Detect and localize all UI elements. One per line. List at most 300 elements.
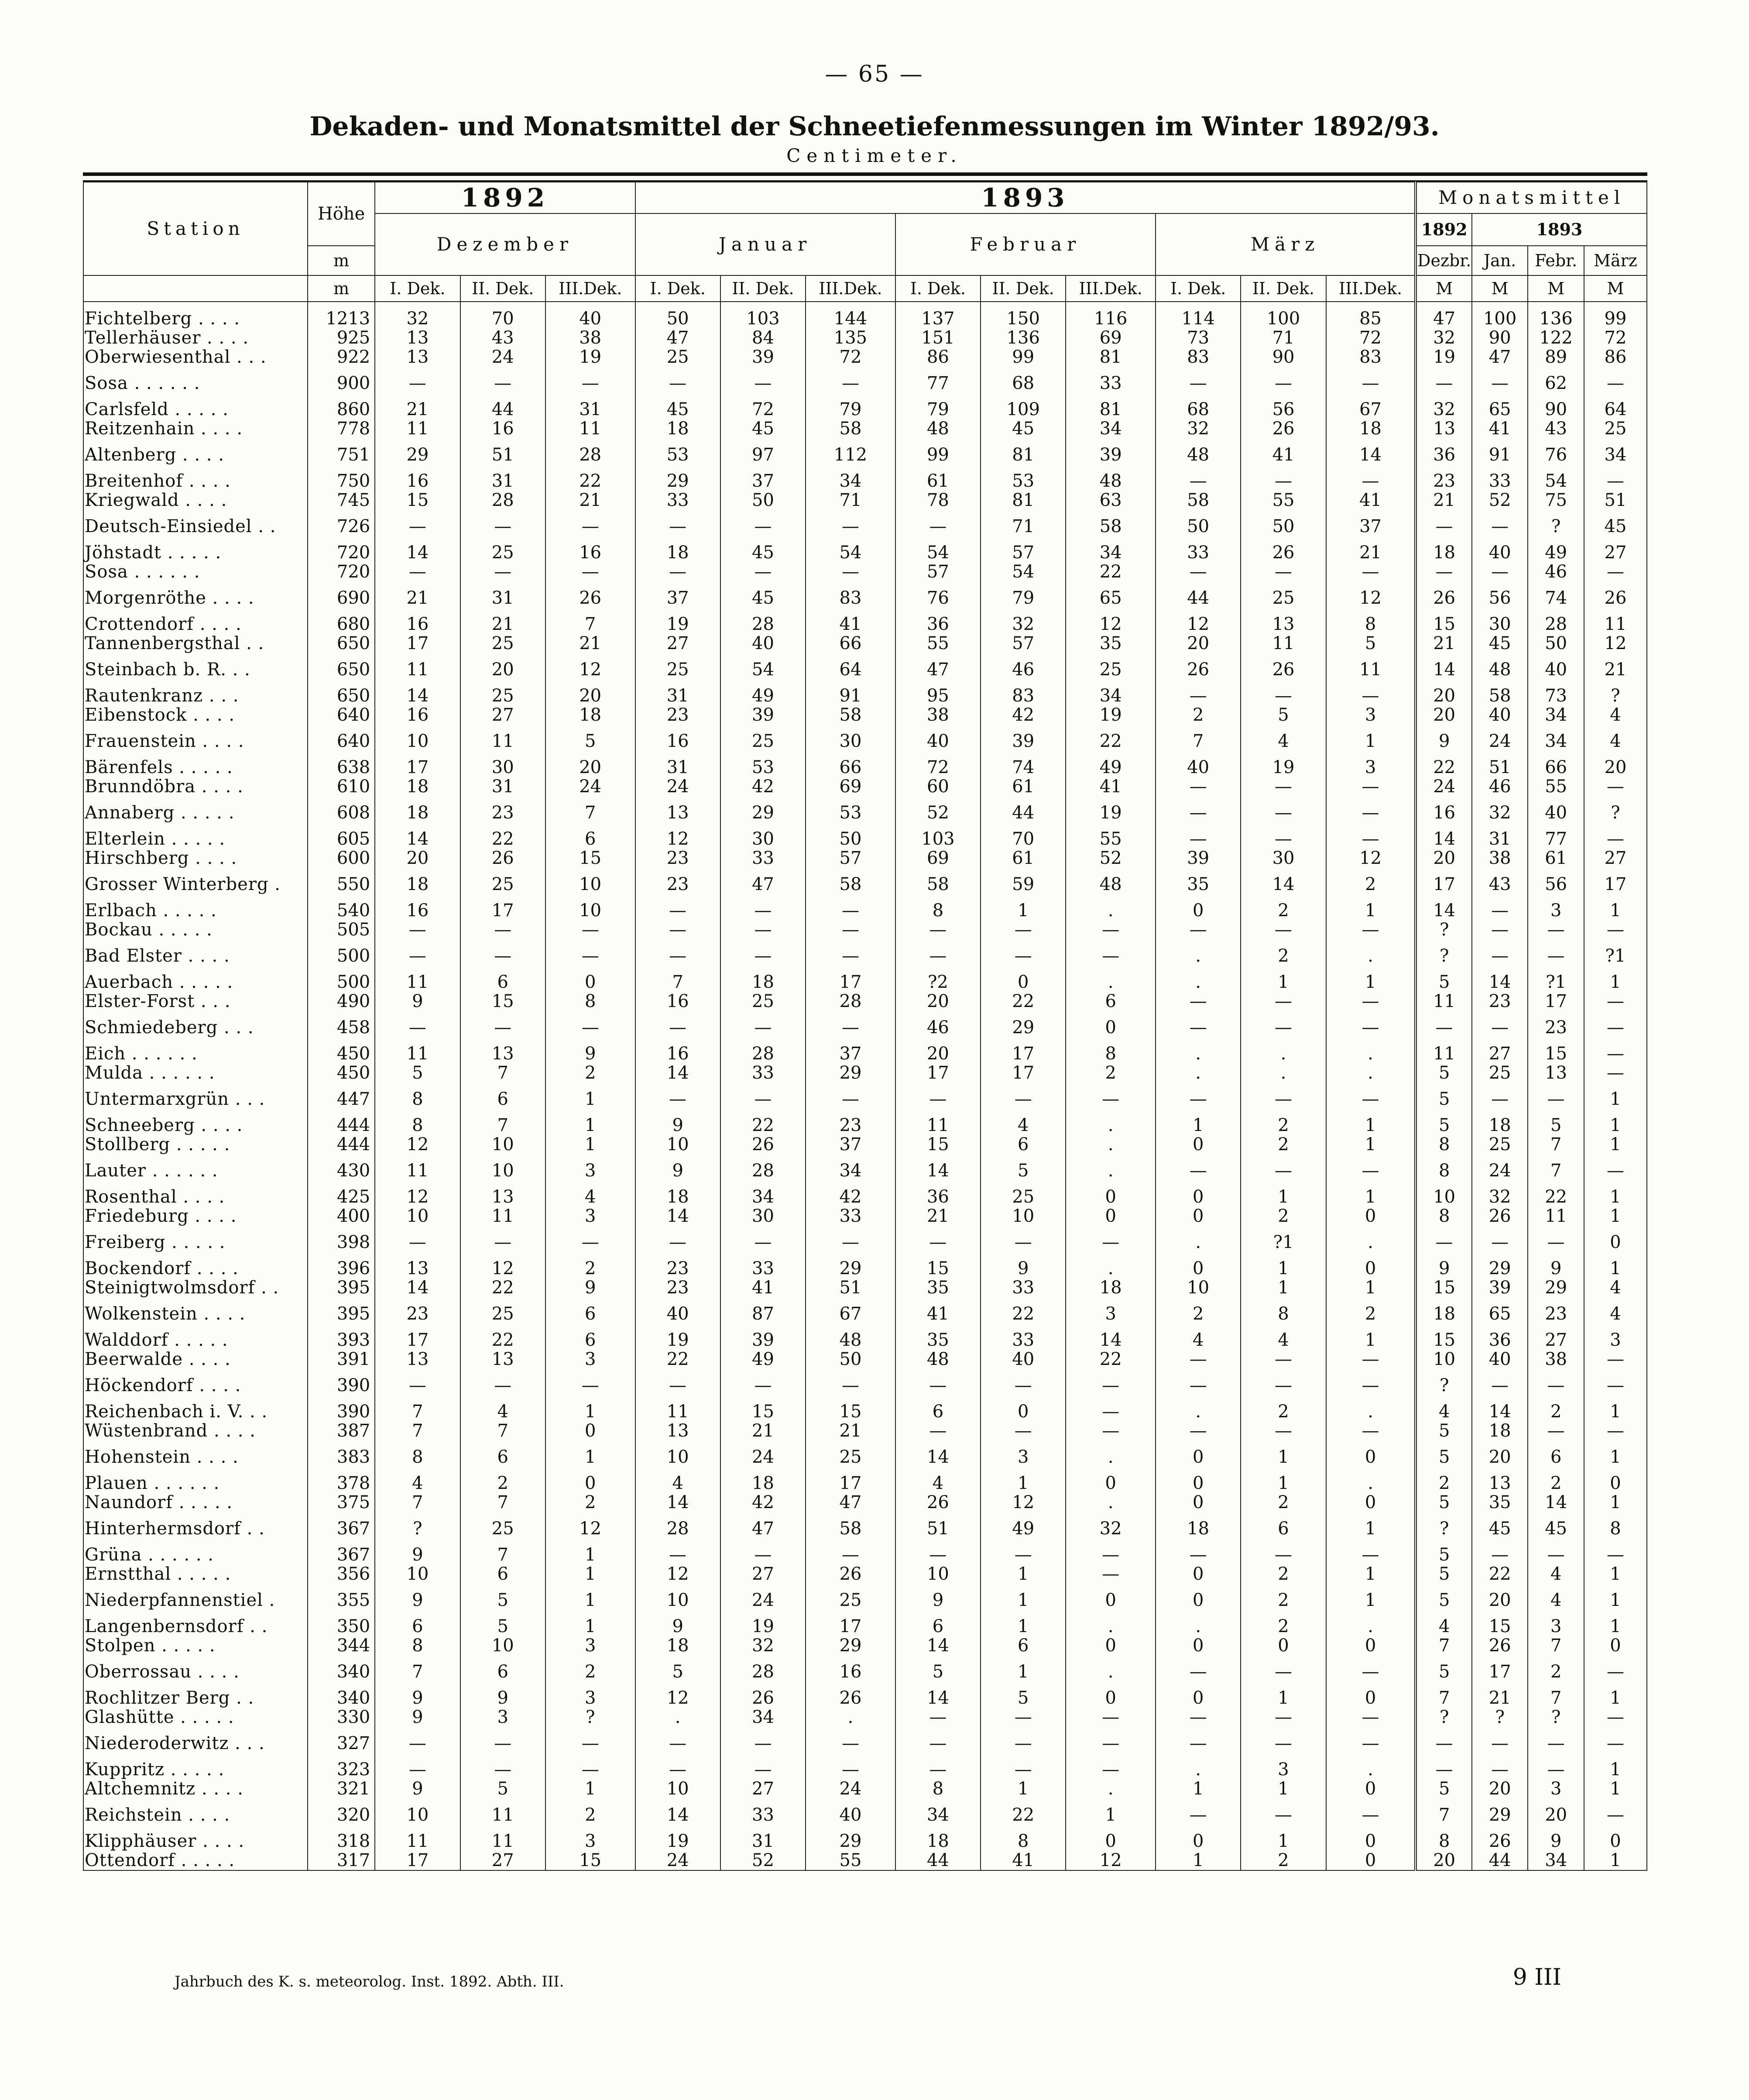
table-row — [83, 1063, 1647, 1083]
value-cell: 26 — [1156, 653, 1241, 686]
value-cell: 6 — [1066, 992, 1156, 1011]
value-cell: 34 — [1066, 686, 1156, 705]
value-cell: 1 — [1584, 1564, 1647, 1584]
station-name: Morgenröthe . . . . — [83, 581, 308, 615]
value-cell: 20 — [1528, 1798, 1584, 1832]
value-cell: — — [375, 367, 460, 400]
station-height: 393 — [308, 1330, 375, 1350]
value-cell: 81 — [1066, 347, 1156, 367]
value-cell: 34 — [720, 1708, 806, 1727]
value-cell: 7 — [460, 1421, 545, 1440]
value-cell: 28 — [720, 1655, 806, 1688]
value-cell: 24 — [460, 347, 545, 367]
value-cell: 55 — [1528, 777, 1584, 796]
value-cell: 10 — [635, 1135, 720, 1154]
value-cell: 4 — [981, 1116, 1066, 1135]
value-cell: 91 — [806, 686, 895, 705]
value-cell: 15 — [806, 1402, 895, 1421]
value-cell: 13 — [375, 347, 460, 367]
value-cell: 3 — [1326, 705, 1416, 725]
value-cell: 0 — [1156, 1493, 1241, 1512]
station-name: Rosenthal . . . . — [83, 1187, 308, 1206]
value-cell: 15 — [545, 1851, 635, 1870]
value-cell: 65 — [1472, 1297, 1528, 1330]
value-cell: 50 — [635, 302, 720, 328]
value-cell: ? — [1528, 510, 1584, 543]
table-row — [83, 1369, 1647, 1402]
value-cell: 70 — [981, 829, 1066, 849]
value-cell: 20 — [1416, 705, 1472, 725]
table-row — [83, 328, 1647, 347]
value-cell: 26 — [1241, 653, 1326, 686]
value-cell: — — [720, 367, 806, 400]
value-cell: — — [1156, 562, 1241, 581]
value-cell: 17 — [1472, 1655, 1528, 1688]
value-cell: 15 — [1472, 1617, 1528, 1636]
value-cell: 28 — [720, 1044, 806, 1063]
value-cell: 52 — [720, 1851, 806, 1870]
value-cell: 9 — [1528, 1832, 1584, 1851]
value-cell: 11 — [375, 973, 460, 992]
value-cell: 86 — [1584, 347, 1647, 367]
table-row — [83, 1798, 1647, 1832]
value-cell: 0 — [1584, 1474, 1647, 1493]
value-cell: 71 — [806, 491, 895, 510]
station-name: Rautenkranz . . . — [83, 686, 308, 705]
value-cell: 32 — [375, 302, 460, 328]
value-cell: 1 — [1584, 1116, 1647, 1135]
station-name: Altchemnitz . . . . — [83, 1779, 308, 1798]
value-cell: 72 — [1584, 328, 1647, 347]
value-cell: 10 — [545, 901, 635, 920]
value-cell: 54 — [806, 543, 895, 562]
value-cell: 2 — [1156, 1297, 1241, 1330]
value-cell: 20 — [895, 992, 981, 1011]
value-cell: . — [1326, 1402, 1416, 1421]
value-cell: 40 — [981, 1350, 1066, 1369]
station-height: 391 — [308, 1350, 375, 1369]
value-cell: 68 — [981, 367, 1066, 400]
value-cell: 54 — [720, 653, 806, 686]
value-cell: 12 — [1326, 581, 1416, 615]
value-cell: 5 — [895, 1655, 981, 1688]
value-cell: 49 — [1066, 758, 1156, 777]
value-cell: 10 — [635, 1779, 720, 1798]
value-cell: 40 — [1528, 796, 1584, 829]
value-cell: — — [1584, 1154, 1647, 1187]
value-cell: — — [1241, 686, 1326, 705]
value-cell: . — [1156, 1063, 1241, 1083]
value-cell: — — [1528, 1369, 1584, 1402]
value-cell: — — [545, 1369, 635, 1402]
value-cell: 8 — [1416, 1135, 1472, 1154]
value-cell: 4 — [895, 1474, 981, 1493]
value-cell: 22 — [981, 1798, 1066, 1832]
dek-header: II. Dek. — [460, 275, 545, 302]
station-height: 1213 — [308, 302, 375, 328]
value-cell: ?1 — [1584, 939, 1647, 973]
value-cell: — — [895, 939, 981, 973]
value-cell: 1 — [545, 1135, 635, 1154]
value-cell: 57 — [895, 562, 981, 581]
value-cell: 0 — [1326, 1493, 1416, 1512]
value-cell: 151 — [895, 328, 981, 347]
value-cell: — — [1416, 1226, 1472, 1259]
value-cell: 25 — [460, 634, 545, 653]
table-row — [83, 705, 1647, 725]
station-name: Niederpfannenstiel . — [83, 1584, 308, 1617]
value-cell: 11 — [460, 1206, 545, 1226]
value-cell: 1 — [1326, 725, 1416, 758]
value-cell: 53 — [635, 438, 720, 471]
value-cell: 43 — [1472, 868, 1528, 901]
value-cell: 14 — [895, 1440, 981, 1474]
value-cell: 11 — [545, 419, 635, 438]
value-cell: 0 — [1066, 1688, 1156, 1708]
value-cell: 23 — [460, 796, 545, 829]
value-cell: — — [1156, 1727, 1241, 1760]
value-cell: 3 — [460, 1708, 545, 1727]
value-cell: 27 — [720, 1564, 806, 1584]
table-row — [83, 901, 1647, 920]
station-height: 340 — [308, 1688, 375, 1708]
value-cell: 2 — [1241, 1564, 1326, 1584]
value-cell: — — [1066, 1727, 1156, 1760]
value-cell: 4 — [1528, 1584, 1584, 1617]
value-cell: — — [545, 939, 635, 973]
value-cell: 14 — [375, 1278, 460, 1297]
value-cell: 1 — [1326, 1564, 1416, 1584]
value-cell: 50 — [806, 1350, 895, 1369]
value-cell: . — [1326, 1760, 1416, 1779]
value-cell: — — [1584, 1369, 1647, 1402]
dek-header: II. Dek. — [981, 275, 1066, 302]
dek-header: III.Dek. — [1066, 275, 1156, 302]
station-height: 320 — [308, 1798, 375, 1832]
value-cell: 22 — [1416, 758, 1472, 777]
value-cell: 90 — [1472, 328, 1528, 347]
value-cell: 48 — [895, 419, 981, 438]
value-cell: 1 — [1584, 1760, 1647, 1779]
value-cell: — — [545, 920, 635, 939]
value-cell: 33 — [720, 1798, 806, 1832]
value-cell: 1 — [1584, 1083, 1647, 1116]
value-cell: — — [720, 1226, 806, 1259]
value-cell: — — [1416, 1760, 1472, 1779]
value-cell: 10 — [545, 868, 635, 901]
value-cell: 51 — [895, 1512, 981, 1545]
table-row — [83, 1584, 1647, 1617]
value-cell: 36 — [1472, 1330, 1528, 1350]
value-cell: 13 — [1416, 419, 1472, 438]
value-cell: — — [1584, 1727, 1647, 1760]
value-cell: 2 — [1241, 939, 1326, 973]
value-cell: 65 — [1472, 400, 1528, 419]
value-cell: — — [1066, 1402, 1156, 1421]
value-cell: — — [1416, 367, 1472, 400]
value-cell: 29 — [981, 1011, 1066, 1044]
value-cell: — — [545, 510, 635, 543]
value-cell: 34 — [720, 1187, 806, 1206]
value-cell: 37 — [720, 471, 806, 491]
value-cell: 39 — [720, 705, 806, 725]
value-cell: — — [1528, 939, 1584, 973]
station-height: 396 — [308, 1259, 375, 1278]
value-cell: 18 — [720, 973, 806, 992]
value-cell: 44 — [895, 1851, 981, 1870]
value-cell: 5 — [460, 1617, 545, 1636]
value-cell: 144 — [806, 302, 895, 328]
value-cell: 33 — [635, 491, 720, 510]
value-cell: 137 — [895, 302, 981, 328]
value-cell: — — [1066, 1369, 1156, 1402]
value-cell: 38 — [1528, 1350, 1584, 1369]
dek-header: I. Dek. — [635, 275, 720, 302]
value-cell: 15 — [720, 1402, 806, 1421]
table-row — [83, 1154, 1647, 1187]
value-cell: — — [981, 1708, 1066, 1727]
value-cell: 58 — [806, 419, 895, 438]
value-cell: 29 — [1528, 1278, 1584, 1297]
value-cell: 59 — [981, 868, 1066, 901]
value-cell: 6 — [545, 829, 635, 849]
value-cell: 18 — [375, 796, 460, 829]
value-cell: 8 — [895, 1779, 981, 1798]
value-cell: — — [1472, 367, 1528, 400]
value-cell: 11 — [460, 725, 545, 758]
value-cell: — — [1584, 1044, 1647, 1063]
station-name: Reichenbach i. V. . . — [83, 1402, 308, 1421]
value-cell: 17 — [1584, 868, 1647, 901]
table-row — [83, 725, 1647, 758]
table-row — [83, 1617, 1647, 1636]
value-cell: 18 — [375, 777, 460, 796]
value-cell: 48 — [1066, 868, 1156, 901]
value-cell: — — [806, 367, 895, 400]
value-cell: 5 — [1416, 1779, 1472, 1798]
station-height: 751 — [308, 438, 375, 471]
value-cell: 22 — [1528, 1187, 1584, 1206]
station-name: Schneeberg . . . . — [83, 1116, 308, 1135]
value-cell: 24 — [635, 1851, 720, 1870]
value-cell: 15 — [1416, 1330, 1472, 1350]
value-cell: 0 — [545, 973, 635, 992]
table-row — [83, 1350, 1647, 1369]
table-row — [83, 543, 1647, 562]
table-row — [83, 1044, 1647, 1063]
value-cell: 15 — [1528, 1044, 1584, 1063]
value-cell: 13 — [460, 1187, 545, 1206]
value-cell: — — [806, 920, 895, 939]
dek-header: III.Dek. — [545, 275, 635, 302]
value-cell: — — [1416, 1727, 1472, 1760]
value-cell: 35 — [895, 1278, 981, 1297]
value-cell: 17 — [375, 758, 460, 777]
value-cell: — — [1528, 1421, 1584, 1440]
value-cell: 14 — [895, 1688, 981, 1708]
value-cell: 7 — [375, 1493, 460, 1512]
station-name: Plauen . . . . . . — [83, 1474, 308, 1493]
value-cell: 7 — [460, 1545, 545, 1564]
value-cell: 12 — [1156, 615, 1241, 634]
value-cell: — — [1156, 1655, 1241, 1688]
value-cell: — — [1156, 777, 1241, 796]
value-cell: — — [460, 939, 545, 973]
value-cell: 10 — [981, 1206, 1066, 1226]
value-cell: 17 — [375, 1851, 460, 1870]
value-cell: 21 — [1326, 543, 1416, 562]
value-cell: 5 — [1416, 1063, 1472, 1083]
value-cell: — — [635, 1226, 720, 1259]
value-cell: 2 — [545, 1798, 635, 1832]
value-cell: 25 — [460, 543, 545, 562]
station-name: Schmiedeberg . . . — [83, 1011, 308, 1044]
value-cell: 9 — [895, 1584, 981, 1617]
value-cell: 36 — [895, 1187, 981, 1206]
value-cell: 6 — [981, 1636, 1066, 1655]
station-name: Deutsch-Einsiedel . . — [83, 510, 308, 543]
value-cell: 46 — [1528, 562, 1584, 581]
value-cell: 25 — [460, 1512, 545, 1545]
value-cell: 14 — [375, 829, 460, 849]
value-cell: 24 — [720, 1584, 806, 1617]
station-height: 490 — [308, 992, 375, 1011]
value-cell: — — [1472, 1083, 1528, 1116]
value-cell: 56 — [1472, 581, 1528, 615]
value-cell: 31 — [635, 686, 720, 705]
value-cell: — — [1066, 920, 1156, 939]
value-cell: 11 — [375, 653, 460, 686]
value-cell: 5 — [1416, 1545, 1472, 1564]
value-cell: 22 — [720, 1116, 806, 1135]
value-cell: 21 — [895, 1206, 981, 1226]
table-row — [83, 1851, 1647, 1870]
value-cell: 8 — [375, 1116, 460, 1135]
station-name: Hinterhermsdorf . . — [83, 1512, 308, 1545]
value-cell: 79 — [806, 400, 895, 419]
value-cell: 14 — [1066, 1330, 1156, 1350]
value-cell: 49 — [720, 1350, 806, 1369]
value-cell: 40 — [1156, 758, 1241, 777]
value-cell: — — [806, 939, 895, 973]
value-cell: 21 — [545, 491, 635, 510]
mm-dezbr-header: Dezbr. — [1416, 246, 1472, 275]
value-cell: — — [375, 1369, 460, 1402]
value-cell: 7 — [635, 973, 720, 992]
value-cell: — — [1326, 992, 1416, 1011]
station-height: 344 — [308, 1636, 375, 1655]
value-cell: — — [375, 562, 460, 581]
value-cell: 1 — [545, 1116, 635, 1135]
value-cell: 77 — [1528, 829, 1584, 849]
value-cell: — — [806, 1226, 895, 1259]
value-cell: 10 — [1416, 1350, 1472, 1369]
value-cell: 2 — [545, 1493, 635, 1512]
value-cell: 3 — [1584, 1330, 1647, 1350]
value-cell: — — [1156, 796, 1241, 829]
station-name: Niederoderwitz . . . — [83, 1727, 308, 1760]
value-cell: — — [1241, 1011, 1326, 1044]
value-cell: 2 — [1241, 1116, 1326, 1135]
value-cell: 31 — [545, 400, 635, 419]
value-cell: 31 — [635, 758, 720, 777]
station-name: Walddorf . . . . . — [83, 1330, 308, 1350]
value-cell: 51 — [460, 438, 545, 471]
value-cell: — — [460, 367, 545, 400]
value-cell: 67 — [806, 1297, 895, 1330]
value-cell: — — [375, 1727, 460, 1760]
value-cell: 4 — [1241, 1330, 1326, 1350]
value-cell: 19 — [1241, 758, 1326, 777]
table-row — [83, 1187, 1647, 1206]
value-cell: — — [1584, 1708, 1647, 1727]
value-cell: 0 — [1156, 1832, 1241, 1851]
value-cell: 17 — [895, 1063, 981, 1083]
value-cell: 37 — [806, 1044, 895, 1063]
value-cell: 9 — [375, 1545, 460, 1564]
value-cell: — — [1326, 1083, 1416, 1116]
station-name: Steinigtwolmsdorf . . — [83, 1278, 308, 1297]
value-cell: 122 — [1528, 328, 1584, 347]
table-row — [83, 992, 1647, 1011]
value-cell: 16 — [1416, 796, 1472, 829]
value-cell: 20 — [1416, 1851, 1472, 1870]
value-cell: — — [635, 901, 720, 920]
value-cell: — — [1066, 939, 1156, 973]
value-cell: — — [806, 1011, 895, 1044]
value-cell: 0 — [1066, 1584, 1156, 1617]
value-cell: 21 — [720, 1421, 806, 1440]
value-cell: 21 — [375, 581, 460, 615]
value-cell: 1 — [1326, 1187, 1416, 1206]
value-cell: 5 — [1416, 973, 1472, 992]
value-cell: 10 — [635, 1584, 720, 1617]
value-cell: 16 — [635, 992, 720, 1011]
value-cell: 32 — [1156, 419, 1241, 438]
table-row — [83, 400, 1647, 419]
value-cell: 18 — [635, 1636, 720, 1655]
value-cell: 1 — [981, 1584, 1066, 1617]
value-cell: 29 — [806, 1832, 895, 1851]
station-name: Klipphäuser . . . . — [83, 1832, 308, 1851]
value-cell: — — [1326, 562, 1416, 581]
value-cell: 19 — [635, 615, 720, 634]
value-cell: 20 — [1156, 634, 1241, 653]
value-cell: 1 — [1326, 1584, 1416, 1617]
value-cell: 23 — [635, 1278, 720, 1297]
value-cell: 23 — [635, 1259, 720, 1278]
value-cell: 48 — [895, 1350, 981, 1369]
value-cell: 32 — [1066, 1512, 1156, 1545]
value-cell: — — [1472, 562, 1528, 581]
value-cell: 14 — [895, 1154, 981, 1187]
value-cell: 1 — [1584, 1493, 1647, 1512]
table-row — [83, 939, 1647, 973]
station-name: Wolkenstein . . . . — [83, 1297, 308, 1330]
value-cell: 16 — [545, 543, 635, 562]
value-cell: 40 — [720, 634, 806, 653]
value-cell: 8 — [1416, 1832, 1472, 1851]
value-cell: 0 — [1066, 1011, 1156, 1044]
value-cell: 16 — [635, 725, 720, 758]
value-cell: — — [806, 1545, 895, 1564]
value-cell: 14 — [635, 1798, 720, 1832]
value-cell: . — [1326, 1044, 1416, 1063]
station-name: Untermarxgrün . . . — [83, 1083, 308, 1116]
value-cell: 5 — [981, 1688, 1066, 1708]
value-cell: 18 — [1066, 1278, 1156, 1297]
value-cell: — — [806, 901, 895, 920]
